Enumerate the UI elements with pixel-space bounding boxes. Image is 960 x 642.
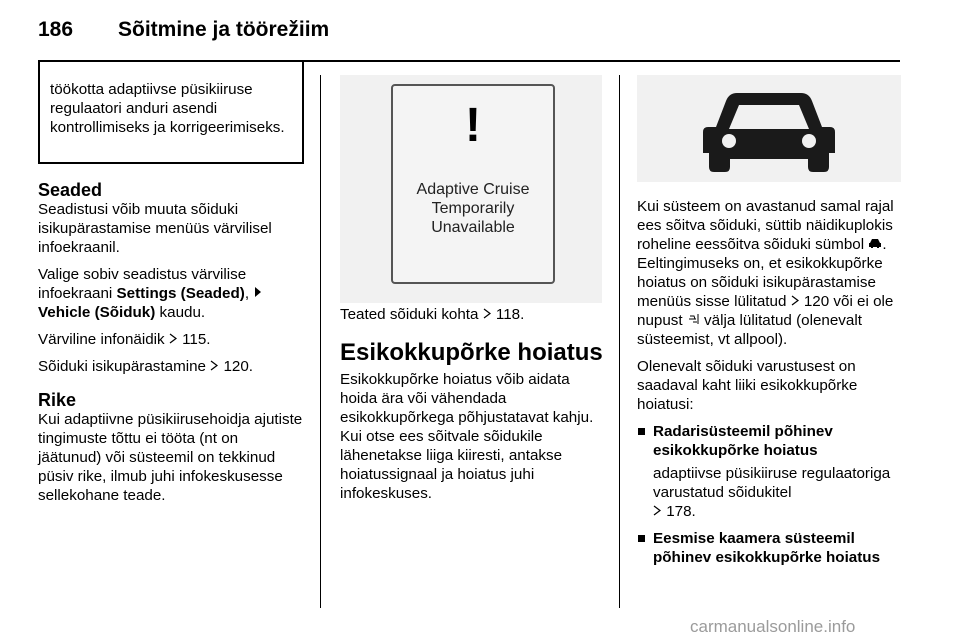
paragraph bbox=[38, 265, 304, 322]
paragraph: Kui adaptiivne püsikiirusehoidja ajutiste tingimuste tõttu ei tööta (nt on jäätunud) või süsteemil on tekkinud püsiv rike, ilmub juhi infokeskusesse sellekohane teade. bbox=[38, 411, 303, 504]
watermark: carmanualsonline.info bbox=[690, 617, 856, 636]
bullet-title: Eesmise kaamera süsteemil põhinev esikokkupõrke hoiatus bbox=[653, 530, 881, 566]
text-run: , bbox=[244, 285, 254, 302]
text-run: 115. bbox=[177, 331, 211, 348]
vehicle-ahead-symbol-icon bbox=[868, 238, 882, 249]
arrow-right-icon bbox=[255, 287, 261, 297]
bullet-radar bbox=[637, 422, 905, 460]
text-run: 178. bbox=[662, 503, 696, 520]
paragraph: Esikokkupõrke hoiatus võib aidata hoida ära või vähendada esikokkupõrkega põhjustatavat kahju. Kui otse ees sõitvale sõidukile lähenetakse liiga kiiresti, antakse hoiatussignaal ja hoiatus juhi infokeskuses. bbox=[340, 371, 594, 502]
page-reference-icon bbox=[791, 295, 800, 306]
text-run: Teated sõiduki kohta bbox=[340, 306, 483, 323]
page-number: 186 bbox=[38, 18, 74, 41]
text-run: 120. bbox=[219, 358, 253, 375]
column-left bbox=[38, 62, 304, 513]
heading-esikokkuporke: Esikokkupõrke hoiatus bbox=[340, 339, 603, 366]
bullet-camera bbox=[637, 529, 905, 567]
column-divider-2 bbox=[619, 75, 620, 608]
heading-seaded: Seaded bbox=[38, 180, 103, 200]
warning-display bbox=[391, 84, 555, 284]
text-run: Kui süsteem on avastanud samal rajal ees sõitva sõiduki, süttib näidikuplokis roheline eessõitva sõiduki sümbol bbox=[637, 198, 894, 253]
vehicle-ahead-icon bbox=[637, 75, 901, 182]
warning-icon: ! bbox=[465, 99, 481, 152]
paragraph bbox=[38, 357, 304, 376]
note-box bbox=[38, 62, 304, 164]
warning-line-3: Unavailable bbox=[431, 219, 515, 236]
text-run: Sõiduki isikupärastamine bbox=[38, 358, 211, 375]
menu-settings-label: Settings (Seaded) bbox=[116, 285, 245, 302]
section-seaded bbox=[38, 180, 304, 376]
vehicle-ahead-illustration bbox=[637, 75, 901, 182]
text-run: . Eeltingimuseks on, et esikokkupõrke hoiatus on sõiduki isikupärastamise menüüs sisse lülitatud bbox=[637, 236, 887, 310]
paragraph bbox=[637, 197, 905, 349]
paragraph bbox=[38, 330, 304, 349]
page-header bbox=[0, 0, 960, 62]
heading-rike: Rike bbox=[38, 390, 77, 410]
page-reference-icon bbox=[653, 505, 662, 516]
text-run: Valige sobiv seadistus värvilise infoekraani bbox=[38, 266, 247, 302]
page-reference-icon bbox=[169, 333, 178, 344]
text-run: kaudu. bbox=[155, 304, 206, 321]
paragraph bbox=[637, 464, 905, 521]
column-divider-1 bbox=[320, 75, 321, 608]
menu-vehicle-label: Vehicle (Sõiduk) bbox=[38, 304, 156, 321]
paragraph bbox=[340, 305, 608, 324]
collision-alert-button-icon bbox=[687, 313, 700, 325]
warning-line-2: Temporarily bbox=[431, 200, 515, 217]
text-run: välja lülitatud (olenevalt süsteemist, vt allpool). bbox=[637, 312, 862, 348]
text-run: 120 või ei ole nupust bbox=[637, 293, 894, 329]
text-run: 118. bbox=[491, 306, 525, 323]
note-text: töökotta adaptiivse püsikiiruse regulaatori anduri asendi kontrollimiseks ja korrigeerimiseks. bbox=[50, 81, 285, 136]
section-rike bbox=[38, 390, 304, 505]
paragraph: Seadistusi võib muuta sõiduki isikupärastamise menüüs värvilisel infoekraanil. bbox=[38, 201, 272, 256]
section-forward-collision bbox=[340, 305, 608, 511]
warning-illustration bbox=[340, 75, 602, 303]
text-run: adaptiivse püsikiiruse regulaatoriga varustatud sõidukitel bbox=[653, 465, 891, 501]
page-title: Sõitmine ja töörežiim bbox=[118, 18, 330, 41]
warning-line-1: Adaptive Cruise bbox=[416, 181, 530, 198]
paragraph: Olenevalt sõiduki varustusest on saadaval kaht liiki esikokkupõrke hoiatusi: bbox=[637, 358, 858, 413]
page-reference-icon bbox=[210, 360, 219, 371]
col3-text bbox=[637, 197, 905, 575]
page-reference-icon bbox=[483, 308, 492, 319]
bullet-title: Radarisüsteemil põhinev esikokkupõrke hoiatus bbox=[653, 423, 833, 459]
text-run: Värviline infonäidik bbox=[38, 331, 169, 348]
